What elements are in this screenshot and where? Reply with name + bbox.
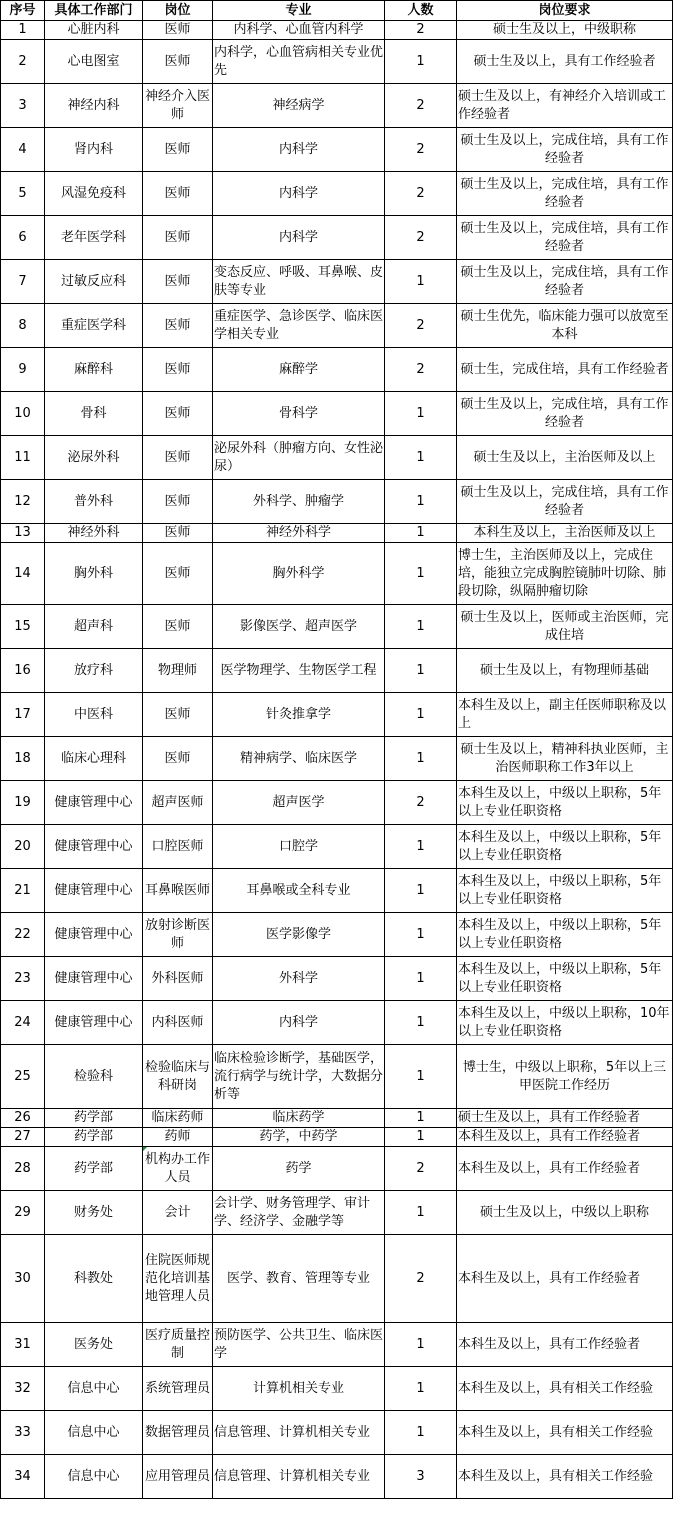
table-row — [1, 649, 673, 693]
requirements-cell: 博士生，中级以上职称，5年以上三甲医院工作经历 — [457, 1045, 673, 1109]
row-number-cell: 22 — [1, 913, 45, 957]
position-cell: 机构办工作人员 — [143, 1147, 213, 1191]
headcount-cell: 1 — [385, 605, 457, 649]
position-cell: 放射诊断医师 — [143, 913, 213, 957]
headcount-cell: 1 — [385, 480, 457, 524]
department-cell: 财务处 — [45, 1191, 143, 1235]
row-number-cell: 28 — [1, 1147, 45, 1191]
row-number-cell: 14 — [1, 543, 45, 605]
major-cell: 骨科学 — [213, 392, 385, 436]
major-cell: 内科学、心血管内科学 — [213, 21, 385, 40]
position-cell: 医师 — [143, 480, 213, 524]
requirements-cell: 硕士生及以上，医师或主治医师，完成住培 — [457, 605, 673, 649]
requirements-cell: 硕士生及以上，中级职称 — [457, 21, 673, 40]
table-row — [1, 84, 673, 128]
major-cell: 耳鼻喉或全科专业 — [213, 869, 385, 913]
row-number-cell: 23 — [1, 957, 45, 1001]
headcount-cell: 1 — [385, 1367, 457, 1411]
row-number-cell: 33 — [1, 1411, 45, 1455]
major-cell: 变态反应、呼吸、耳鼻喉、皮肤等专业 — [213, 260, 385, 304]
headcount-cell: 2 — [385, 21, 457, 40]
requirements-cell: 本科生及以上，中级以上职称，5年以上专业任职资格 — [457, 781, 673, 825]
table-row — [1, 392, 673, 436]
headcount-cell: 1 — [385, 1045, 457, 1109]
headcount-cell: 1 — [385, 1323, 457, 1367]
department-cell: 健康管理中心 — [45, 1001, 143, 1045]
position-cell: 医师 — [143, 436, 213, 480]
headcount-cell: 1 — [385, 40, 457, 84]
table-row — [1, 1235, 673, 1323]
headcount-cell: 1 — [385, 913, 457, 957]
table-row — [1, 781, 673, 825]
position-cell: 超声医师 — [143, 781, 213, 825]
headcount-cell: 2 — [385, 781, 457, 825]
header-row — [1, 1, 673, 21]
headcount-cell: 1 — [385, 869, 457, 913]
headcount-cell: 1 — [385, 1128, 457, 1147]
department-cell: 健康管理中心 — [45, 781, 143, 825]
requirements-cell: 硕士生优先，临床能力强可以放宽至本科 — [457, 304, 673, 348]
headcount-cell: 1 — [385, 260, 457, 304]
row-number-cell: 32 — [1, 1367, 45, 1411]
table-row — [1, 693, 673, 737]
headcount-cell: 1 — [385, 825, 457, 869]
requirements-cell: 硕士生及以上，具有工作经验者 — [457, 40, 673, 84]
major-cell: 神经外科学 — [213, 524, 385, 543]
position-cell: 医师 — [143, 543, 213, 605]
department-cell: 检验科 — [45, 1045, 143, 1109]
table-row — [1, 869, 673, 913]
requirements-cell: 本科生及以上，具有相关工作经验 — [457, 1367, 673, 1411]
department-cell: 健康管理中心 — [45, 869, 143, 913]
row-number-cell: 8 — [1, 304, 45, 348]
major-cell: 临床检验诊断学，基础医学，流行病学与统计学，大数据分析等 — [213, 1045, 385, 1109]
headcount-cell: 1 — [385, 737, 457, 781]
table-row — [1, 913, 673, 957]
requirements-cell: 本科生及以上，具有相关工作经验 — [457, 1411, 673, 1455]
headcount-cell: 2 — [385, 1147, 457, 1191]
table-row — [1, 21, 673, 40]
requirements-cell: 本科生及以上，具有工作经验者 — [457, 1323, 673, 1367]
table-row — [1, 1411, 673, 1455]
row-number-cell: 24 — [1, 1001, 45, 1045]
position-cell: 医师 — [143, 348, 213, 392]
table-body — [1, 21, 673, 1499]
requirements-cell: 本科生及以上，具有相关工作经验 — [457, 1455, 673, 1499]
row-number-cell: 29 — [1, 1191, 45, 1235]
requirements-cell: 本科生及以上，中级以上职称，10年以上专业任职资格 — [457, 1001, 673, 1045]
requirements-cell: 硕士生及以上，主治医师及以上 — [457, 436, 673, 480]
position-cell: 检验临床与科研岗 — [143, 1045, 213, 1109]
department-cell: 临床心理科 — [45, 737, 143, 781]
requirements-cell: 本科生及以上，中级以上职称，5年以上专业任职资格 — [457, 825, 673, 869]
table-row — [1, 1109, 673, 1128]
headcount-cell: 2 — [385, 348, 457, 392]
headcount-cell: 2 — [385, 84, 457, 128]
department-cell: 信息中心 — [45, 1455, 143, 1499]
header-number: 序号 — [1, 1, 45, 21]
position-cell: 耳鼻喉医师 — [143, 869, 213, 913]
position-cell: 会计 — [143, 1191, 213, 1235]
department-cell: 风湿免疫科 — [45, 172, 143, 216]
department-cell: 中医科 — [45, 693, 143, 737]
requirements-cell: 本科生及以上，具有工作经验者 — [457, 1128, 673, 1147]
major-cell: 针灸推拿学 — [213, 693, 385, 737]
major-cell: 会计学、财务管理学、审计学、经济学、金融学等 — [213, 1191, 385, 1235]
headcount-cell: 1 — [385, 649, 457, 693]
row-number-cell: 21 — [1, 869, 45, 913]
table-row — [1, 348, 673, 392]
table-row — [1, 172, 673, 216]
major-cell: 药学，中药学 — [213, 1128, 385, 1147]
department-cell: 健康管理中心 — [45, 957, 143, 1001]
major-cell: 预防医学、公共卫生、临床医学 — [213, 1323, 385, 1367]
headcount-cell: 2 — [385, 1235, 457, 1323]
major-cell: 重症医学、急诊医学、临床医学相关专业 — [213, 304, 385, 348]
headcount-cell: 1 — [385, 1411, 457, 1455]
department-cell: 普外科 — [45, 480, 143, 524]
department-cell: 泌尿外科 — [45, 436, 143, 480]
position-cell: 神经介入医师 — [143, 84, 213, 128]
row-number-cell: 9 — [1, 348, 45, 392]
headcount-cell: 1 — [385, 1109, 457, 1128]
department-cell: 药学部 — [45, 1147, 143, 1191]
department-cell: 药学部 — [45, 1128, 143, 1147]
row-number-cell: 19 — [1, 781, 45, 825]
position-cell: 应用管理员 — [143, 1455, 213, 1499]
requirements-cell: 硕士生，完成住培，具有工作经验者 — [457, 348, 673, 392]
table-row — [1, 957, 673, 1001]
table-row — [1, 1045, 673, 1109]
position-cell: 医师 — [143, 128, 213, 172]
major-cell: 内科学，心血管病相关专业优先 — [213, 40, 385, 84]
requirements-cell: 硕士生及以上，完成住培，具有工作经验者 — [457, 480, 673, 524]
department-cell: 神经外科 — [45, 524, 143, 543]
headcount-cell: 1 — [385, 1001, 457, 1045]
requirements-cell: 硕士生及以上，完成住培，具有工作经验者 — [457, 216, 673, 260]
department-cell: 信息中心 — [45, 1367, 143, 1411]
position-cell: 口腔医师 — [143, 825, 213, 869]
row-number-cell: 27 — [1, 1128, 45, 1147]
department-cell: 心脏内科 — [45, 21, 143, 40]
position-cell: 物理师 — [143, 649, 213, 693]
row-number-cell: 13 — [1, 524, 45, 543]
table-row — [1, 825, 673, 869]
table-row — [1, 543, 673, 605]
major-cell: 临床药学 — [213, 1109, 385, 1128]
requirements-cell: 硕士生及以上，有物理师基础 — [457, 649, 673, 693]
major-cell: 超声医学 — [213, 781, 385, 825]
headcount-cell: 2 — [385, 216, 457, 260]
row-number-cell: 2 — [1, 40, 45, 84]
headcount-cell: 2 — [385, 304, 457, 348]
row-number-cell: 30 — [1, 1235, 45, 1323]
row-number-cell: 1 — [1, 21, 45, 40]
table-row — [1, 216, 673, 260]
position-cell: 医疗质量控制 — [143, 1323, 213, 1367]
requirements-cell: 本科生及以上，副主任医师职称及以上 — [457, 693, 673, 737]
department-cell: 健康管理中心 — [45, 913, 143, 957]
department-cell: 神经内科 — [45, 84, 143, 128]
table-row — [1, 524, 673, 543]
major-cell: 口腔学 — [213, 825, 385, 869]
department-cell: 医务处 — [45, 1323, 143, 1367]
position-cell: 医师 — [143, 392, 213, 436]
position-cell: 医师 — [143, 21, 213, 40]
table-row — [1, 1147, 673, 1191]
department-cell: 麻醉科 — [45, 348, 143, 392]
department-cell: 信息中心 — [45, 1411, 143, 1455]
major-cell: 医学物理学、生物医学工程 — [213, 649, 385, 693]
position-cell: 临床药师 — [143, 1109, 213, 1128]
row-number-cell: 11 — [1, 436, 45, 480]
row-number-cell: 6 — [1, 216, 45, 260]
row-number-cell: 3 — [1, 84, 45, 128]
header-count: 人数 — [385, 1, 457, 21]
table-row — [1, 260, 673, 304]
table-row — [1, 737, 673, 781]
requirements-cell: 本科生及以上，中级以上职称，5年以上专业任职资格 — [457, 957, 673, 1001]
major-cell: 医学、教育、管理等专业 — [213, 1235, 385, 1323]
row-number-cell: 31 — [1, 1323, 45, 1367]
department-cell: 骨科 — [45, 392, 143, 436]
position-cell: 医师 — [143, 605, 213, 649]
row-number-cell: 26 — [1, 1109, 45, 1128]
major-cell: 精神病学、临床医学 — [213, 737, 385, 781]
headcount-cell: 3 — [385, 1455, 457, 1499]
major-cell: 信息管理、计算机相关专业 — [213, 1411, 385, 1455]
headcount-cell: 1 — [385, 436, 457, 480]
major-cell: 外科学 — [213, 957, 385, 1001]
major-cell: 信息管理、计算机相关专业 — [213, 1455, 385, 1499]
table-row — [1, 1455, 673, 1499]
major-cell: 内科学 — [213, 172, 385, 216]
table-row — [1, 1128, 673, 1147]
position-cell: 数据管理员 — [143, 1411, 213, 1455]
position-cell: 外科医师 — [143, 957, 213, 1001]
table-row — [1, 1323, 673, 1367]
major-cell: 外科学、肿瘤学 — [213, 480, 385, 524]
requirements-cell: 硕士生及以上，完成住培，具有工作经验者 — [457, 392, 673, 436]
table-row — [1, 1001, 673, 1045]
requirements-cell: 本科生及以上，具有工作经验者 — [457, 1235, 673, 1323]
position-cell: 医师 — [143, 172, 213, 216]
department-cell: 肾内科 — [45, 128, 143, 172]
row-number-cell: 12 — [1, 480, 45, 524]
row-number-cell: 25 — [1, 1045, 45, 1109]
major-cell: 神经病学 — [213, 84, 385, 128]
table-row — [1, 436, 673, 480]
requirements-cell: 硕士生及以上，完成住培，具有工作经验者 — [457, 260, 673, 304]
department-cell: 胸外科 — [45, 543, 143, 605]
requirements-cell: 博士生，主治医师及以上，完成住培，能独立完成胸腔镜肺叶切除、肺段切除，纵隔肿瘤切除 — [457, 543, 673, 605]
major-cell: 内科学 — [213, 1001, 385, 1045]
department-cell: 科教处 — [45, 1235, 143, 1323]
major-cell: 影像医学、超声医学 — [213, 605, 385, 649]
department-cell: 健康管理中心 — [45, 825, 143, 869]
headcount-cell: 2 — [385, 128, 457, 172]
requirements-cell: 硕士生及以上，具有工作经验者 — [457, 1109, 673, 1128]
header-major: 专业 — [213, 1, 385, 21]
requirements-cell: 硕士生及以上，精神科执业医师，主治医师职称工作3年以上 — [457, 737, 673, 781]
row-number-cell: 34 — [1, 1455, 45, 1499]
department-cell: 心电图室 — [45, 40, 143, 84]
table-row — [1, 128, 673, 172]
position-cell: 医师 — [143, 737, 213, 781]
row-number-cell: 17 — [1, 693, 45, 737]
major-cell: 泌尿外科（肿瘤方向、女性泌尿） — [213, 436, 385, 480]
position-cell: 医师 — [143, 304, 213, 348]
headcount-cell: 1 — [385, 543, 457, 605]
headcount-cell: 1 — [385, 392, 457, 436]
headcount-cell: 2 — [385, 172, 457, 216]
position-cell: 医师 — [143, 260, 213, 304]
row-number-cell: 7 — [1, 260, 45, 304]
requirements-cell: 本科生及以上，主治医师及以上 — [457, 524, 673, 543]
table-row — [1, 1367, 673, 1411]
requirements-cell: 硕士生及以上，完成住培，具有工作经验者 — [457, 172, 673, 216]
header-position: 岗位 — [143, 1, 213, 21]
table-row — [1, 40, 673, 84]
major-cell: 计算机相关专业 — [213, 1367, 385, 1411]
table-row — [1, 480, 673, 524]
position-cell: 内科医师 — [143, 1001, 213, 1045]
table-row — [1, 605, 673, 649]
requirements-cell: 本科生及以上，具有工作经验者 — [457, 1147, 673, 1191]
row-number-cell: 5 — [1, 172, 45, 216]
department-cell: 过敏反应科 — [45, 260, 143, 304]
major-cell: 药学 — [213, 1147, 385, 1191]
header-department: 具体工作部门 — [45, 1, 143, 21]
row-number-cell: 4 — [1, 128, 45, 172]
position-cell: 医师 — [143, 40, 213, 84]
major-cell: 麻醉学 — [213, 348, 385, 392]
department-cell: 药学部 — [45, 1109, 143, 1128]
major-cell: 内科学 — [213, 216, 385, 260]
row-number-cell: 10 — [1, 392, 45, 436]
position-cell: 药师 — [143, 1128, 213, 1147]
department-cell: 老年医学科 — [45, 216, 143, 260]
department-cell: 重症医学科 — [45, 304, 143, 348]
major-cell: 内科学 — [213, 128, 385, 172]
department-cell: 超声科 — [45, 605, 143, 649]
headcount-cell: 1 — [385, 693, 457, 737]
headcount-cell: 1 — [385, 1191, 457, 1235]
headcount-cell: 1 — [385, 524, 457, 543]
header-requirements: 岗位要求 — [457, 1, 673, 21]
table-row — [1, 304, 673, 348]
requirements-cell: 硕士生及以上，中级以上职称 — [457, 1191, 673, 1235]
requirements-cell: 硕士生及以上，有神经介入培训或工作经验者 — [457, 84, 673, 128]
row-number-cell: 16 — [1, 649, 45, 693]
requirements-cell: 硕士生及以上，完成住培，具有工作经验者 — [457, 128, 673, 172]
headcount-cell: 1 — [385, 957, 457, 1001]
requirements-cell: 本科生及以上，中级以上职称，5年以上专业任职资格 — [457, 869, 673, 913]
position-cell: 医师 — [143, 216, 213, 260]
row-number-cell: 15 — [1, 605, 45, 649]
table-row — [1, 1191, 673, 1235]
major-cell: 医学影像学 — [213, 913, 385, 957]
position-cell: 系统管理员 — [143, 1367, 213, 1411]
position-cell: 医师 — [143, 693, 213, 737]
row-number-cell: 18 — [1, 737, 45, 781]
department-cell: 放疗科 — [45, 649, 143, 693]
position-cell: 住院医师规范化培训基地管理人员 — [143, 1235, 213, 1323]
row-number-cell: 20 — [1, 825, 45, 869]
requirements-cell: 本科生及以上，中级以上职称，5年以上专业任职资格 — [457, 913, 673, 957]
major-cell: 胸外科学 — [213, 543, 385, 605]
position-cell: 医师 — [143, 524, 213, 543]
